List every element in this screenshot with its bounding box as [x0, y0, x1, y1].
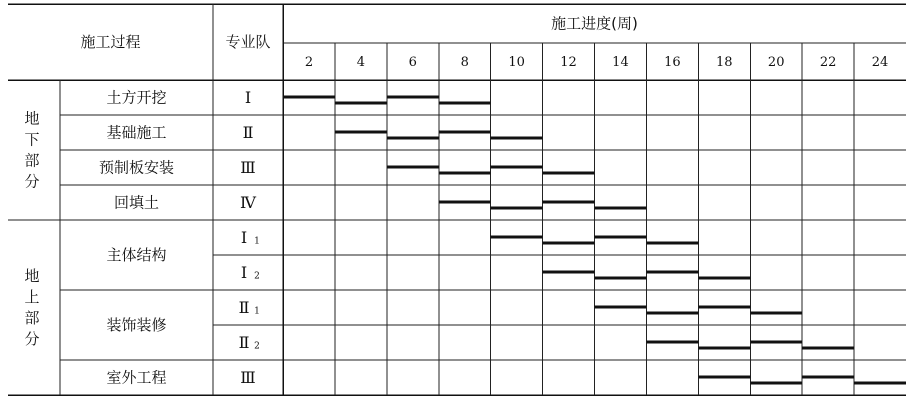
process-name: 预制板安装	[98, 158, 175, 177]
group-label-char: 分	[24, 330, 40, 348]
team-label: Ⅱ	[242, 123, 254, 142]
process-name: 回填土	[113, 193, 160, 212]
group-label-char: 下	[24, 130, 40, 149]
week-label: 20	[767, 55, 785, 70]
process-name: 室外工程	[106, 368, 167, 387]
week-label: 24	[871, 55, 889, 70]
team-label: Ⅰ	[244, 88, 252, 107]
team-label: Ⅱ	[238, 298, 250, 317]
team-label: Ⅲ	[240, 368, 256, 387]
group-label-char: 部	[24, 309, 40, 327]
team-label: Ⅲ	[240, 158, 256, 177]
group-label-char: 地	[24, 109, 40, 128]
week-label: 8	[460, 55, 469, 70]
team-label: Ⅳ	[240, 193, 256, 212]
week-label: 14	[612, 55, 629, 70]
team-header: 专业队	[225, 33, 271, 51]
team-label-subscript: 2	[254, 341, 260, 352]
process-header: 施工过程	[80, 33, 141, 51]
process-name: 土方开挖	[106, 88, 167, 107]
group-label-char: 上	[24, 288, 40, 306]
week-label: 2	[304, 55, 314, 70]
group-label-char: 地	[24, 267, 40, 285]
group-label-char: 分	[24, 172, 40, 191]
week-label: 6	[408, 55, 417, 70]
team-label-subscript: 1	[254, 306, 260, 317]
week-label: 18	[716, 55, 733, 70]
team-label-subscript: 1	[254, 236, 260, 247]
process-name: 主体结构	[106, 246, 167, 264]
process-name: 装饰装修	[106, 316, 167, 334]
week-label: 22	[819, 55, 837, 70]
week-label: 12	[560, 55, 577, 70]
group-label-char: 部	[24, 151, 40, 170]
team-label-subscript: 2	[254, 271, 260, 282]
team-label: Ⅱ	[238, 333, 250, 352]
progress-header: 施工进度(周)	[551, 14, 638, 33]
week-label: 4	[356, 55, 366, 70]
week-label: 10	[508, 55, 525, 70]
team-label: Ⅰ	[240, 228, 248, 247]
team-label: Ⅰ	[240, 263, 248, 282]
week-label: 16	[664, 55, 681, 70]
process-name: 基础施工	[106, 123, 167, 142]
